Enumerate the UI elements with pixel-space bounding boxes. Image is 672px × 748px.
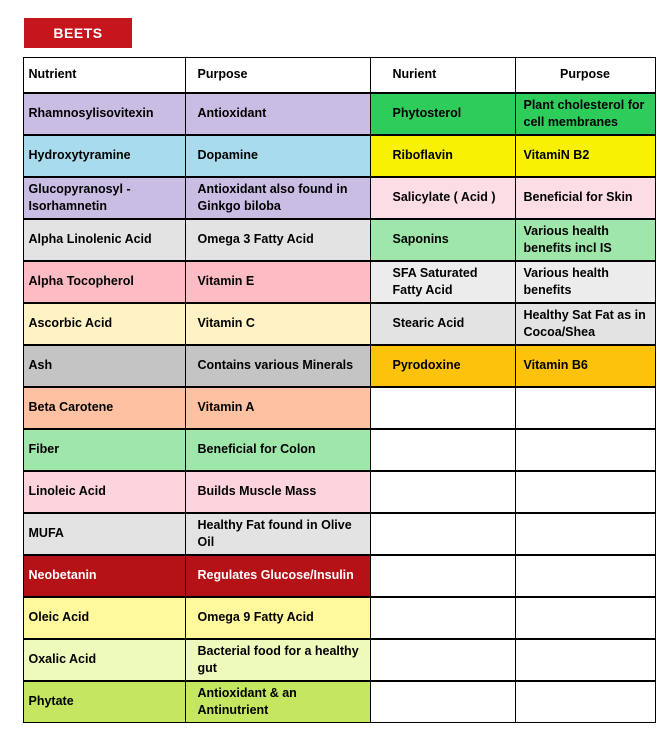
right-nutrient-cell [370, 639, 516, 681]
right-nutrient-cell: Salicylate ( Acid ) [370, 177, 516, 219]
right-nutrient-cell [370, 597, 516, 639]
left-nutrient-cell: Ascorbic Acid [23, 303, 186, 345]
right-nutrient-cell [370, 471, 516, 513]
left-nutrient-cell: Hydroxytyramine [23, 135, 186, 177]
table-row [23, 429, 655, 470]
table-row [23, 177, 655, 218]
right-purpose-cell: Various health benefits [515, 261, 656, 303]
right-purpose-cell [515, 639, 656, 681]
right-purpose-cell [515, 555, 656, 597]
left-purpose-cell: Omega 3 Fatty Acid [185, 219, 371, 261]
right-nutrient-cell: Saponins [370, 219, 516, 261]
left-nutrient-cell: Glucopyranosyl - Isorhamnetin [23, 177, 186, 219]
table-row [23, 219, 655, 260]
right-purpose-cell [515, 513, 656, 555]
left-nutrient-cell: MUFA [23, 513, 186, 555]
table-row [23, 639, 655, 680]
left-nutrient-cell: Linoleic Acid [23, 471, 186, 513]
header-left-purpose: Purpose [185, 57, 371, 93]
right-nutrient-cell [370, 429, 516, 471]
header-right-purpose: Purpose [515, 57, 656, 93]
left-nutrient-cell: Oxalic Acid [23, 639, 186, 681]
left-purpose-cell: Antioxidant also found in Ginkgo biloba [185, 177, 371, 219]
nutrient-table [23, 57, 655, 723]
right-nutrient-cell [370, 513, 516, 555]
right-purpose-cell: VitamiN B2 [515, 135, 656, 177]
left-nutrient-cell: Phytate [23, 681, 186, 723]
left-nutrient-cell: Alpha Tocopherol [23, 261, 186, 303]
right-nutrient-cell: SFA Saturated Fatty Acid [370, 261, 516, 303]
right-nutrient-cell: Stearic Acid [370, 303, 516, 345]
left-purpose-cell: Antioxidant & an Antinutrient [185, 681, 371, 723]
left-purpose-cell: Antioxidant [185, 93, 371, 135]
right-purpose-cell: Various health benefits incl IS [515, 219, 656, 261]
left-purpose-cell: Omega 9 Fatty Acid [185, 597, 371, 639]
table-row [23, 471, 655, 512]
table-header-row [23, 57, 655, 92]
right-nutrient-cell: Phytosterol [370, 93, 516, 135]
right-purpose-cell: Plant cholesterol for cell membranes [515, 93, 656, 135]
left-purpose-cell: Vitamin A [185, 387, 371, 429]
page-title: BEETS [24, 18, 132, 48]
table-row [23, 261, 655, 302]
right-purpose-cell [515, 387, 656, 429]
table-row [23, 303, 655, 344]
right-nutrient-cell: Riboflavin [370, 135, 516, 177]
table-row [23, 597, 655, 638]
left-purpose-cell: Builds Muscle Mass [185, 471, 371, 513]
right-purpose-cell: Healthy Sat Fat as in Cocoa/Shea [515, 303, 656, 345]
left-nutrient-cell: Oleic Acid [23, 597, 186, 639]
table-row [23, 135, 655, 176]
right-purpose-cell [515, 429, 656, 471]
right-nutrient-cell [370, 387, 516, 429]
right-purpose-cell: Beneficial for Skin [515, 177, 656, 219]
right-purpose-cell [515, 597, 656, 639]
header-left-nutrient: Nutrient [23, 57, 186, 93]
left-nutrient-cell: Beta Carotene [23, 387, 186, 429]
table-row [23, 555, 655, 596]
right-nutrient-cell [370, 681, 516, 723]
left-nutrient-cell: Ash [23, 345, 186, 387]
left-purpose-cell: Vitamin E [185, 261, 371, 303]
left-nutrient-cell: Fiber [23, 429, 186, 471]
left-purpose-cell: Regulates Glucose/Insulin [185, 555, 371, 597]
right-nutrient-cell: Pyrodoxine [370, 345, 516, 387]
right-nutrient-cell [370, 555, 516, 597]
right-purpose-cell [515, 471, 656, 513]
right-purpose-cell: Vitamin B6 [515, 345, 656, 387]
table-row [23, 93, 655, 134]
left-purpose-cell: Beneficial for Colon [185, 429, 371, 471]
left-nutrient-cell: Neobetanin [23, 555, 186, 597]
left-purpose-cell: Dopamine [185, 135, 371, 177]
left-purpose-cell: Healthy Fat found in Olive Oil [185, 513, 371, 555]
left-nutrient-cell: Alpha Linolenic Acid [23, 219, 186, 261]
right-purpose-cell [515, 681, 656, 723]
header-right-nutrient: Nurient [370, 57, 516, 93]
table-row [23, 387, 655, 428]
table-row [23, 513, 655, 554]
table-row [23, 345, 655, 386]
table-row [23, 681, 655, 722]
left-nutrient-cell: Rhamnosylisovitexin [23, 93, 186, 135]
left-purpose-cell: Vitamin C [185, 303, 371, 345]
left-purpose-cell: Bacterial food for a healthy gut [185, 639, 371, 681]
left-purpose-cell: Contains various Minerals [185, 345, 371, 387]
